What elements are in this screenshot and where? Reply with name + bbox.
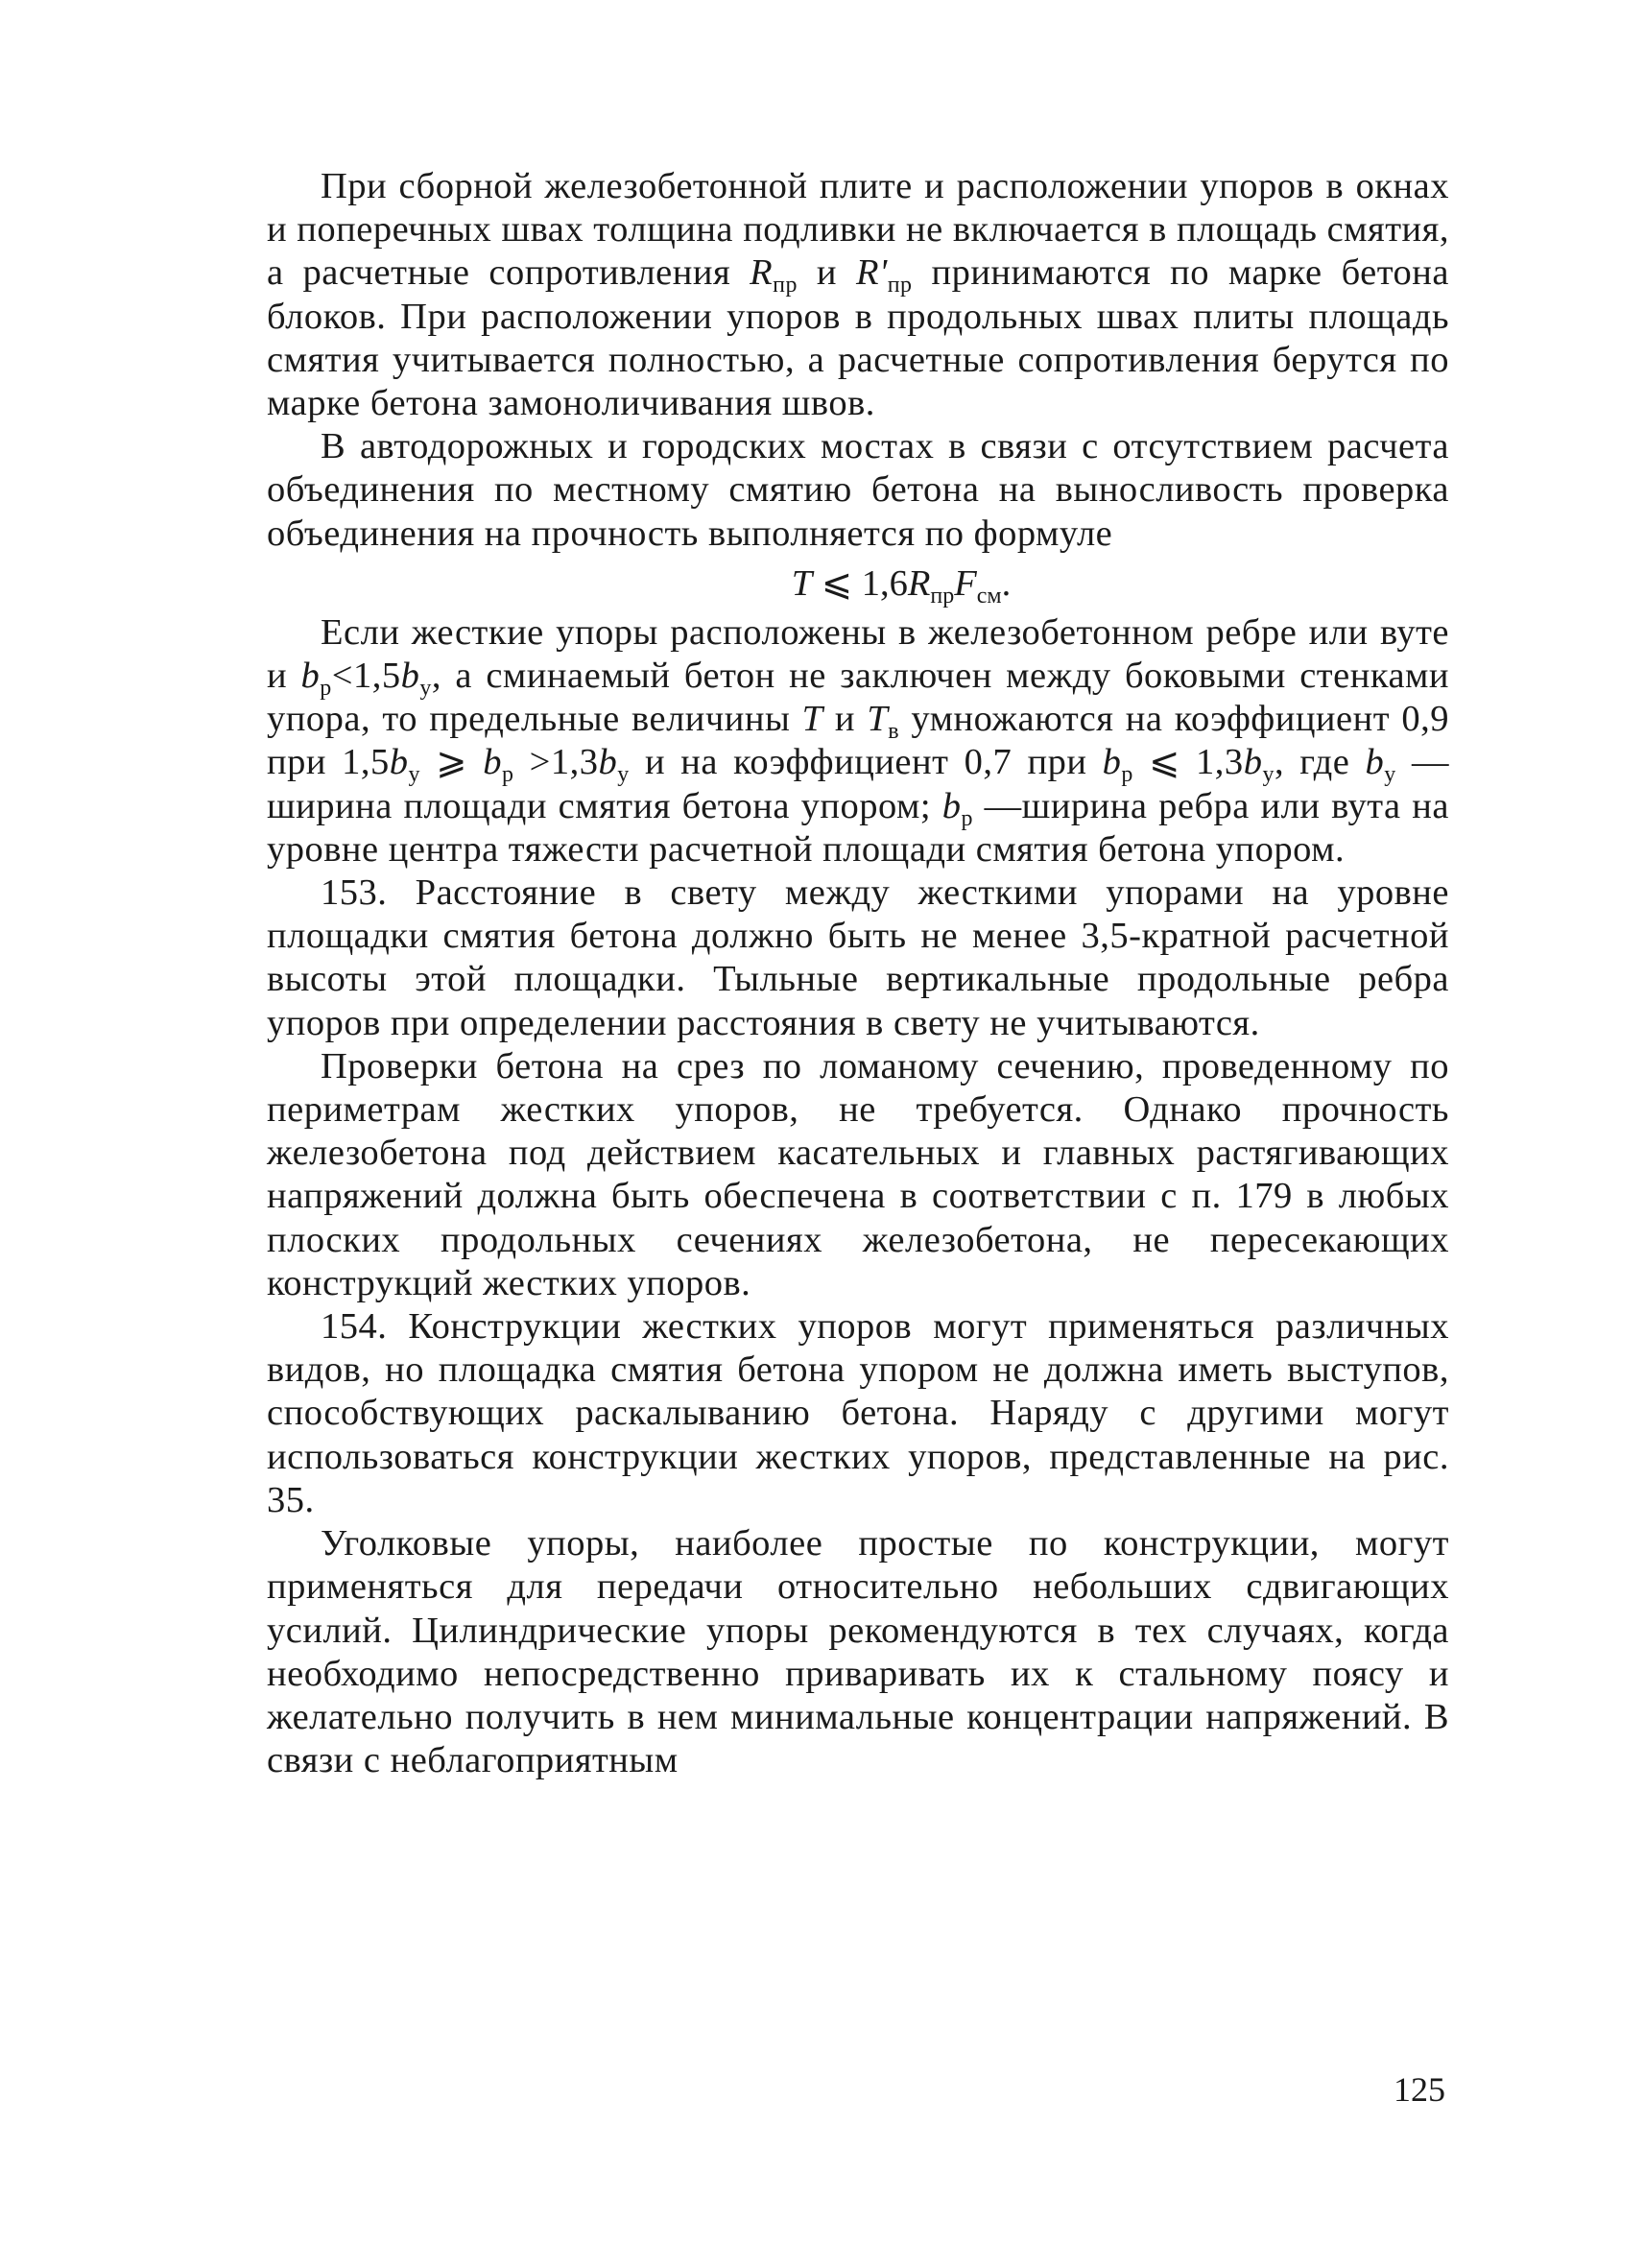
p3-t9: T: [867, 699, 889, 740]
p3-t6: , а сминаемый бетон не заключен между боковыми стенками упора, то предельные величины: [267, 656, 1449, 740]
formula: [267, 556, 1449, 611]
page-text-block: [267, 165, 1449, 1782]
p3-t15: b: [483, 742, 502, 783]
p3-t30: b: [941, 785, 962, 826]
p3-t8: и: [822, 699, 868, 740]
formula-sub-pr: пр: [930, 583, 955, 609]
paragraph-1: [267, 165, 1449, 425]
page-number: 125: [1394, 2070, 1445, 2109]
p3-t2: р: [320, 676, 332, 702]
paragraph-3: [267, 611, 1449, 871]
formula-var-t: T: [791, 562, 813, 604]
p3-t28: у: [1384, 762, 1396, 788]
paragraph-6-item-154: 154. Конструкции жестких упоров могут применяться различных видов, но площадка смятия бетона упором не должна иметь выступов, способствующих раскалыванию бетона. Наряду с другими могут использоваться конструкции жестких упоров, представленные на рис. 35.: [267, 1306, 1449, 1520]
p3-t24: b: [1243, 742, 1263, 783]
p1-var-r-prime: R': [855, 252, 888, 294]
p3-t29: —ширина площади смятия бетона упором;: [267, 742, 1449, 826]
p1-var-r: R: [750, 252, 774, 294]
formula-var-f: F: [954, 562, 977, 604]
p3-t27: b: [1365, 742, 1385, 783]
p3-t19: у: [617, 762, 630, 788]
p1-text-b: принимаются по марке бетона блоков. При расположении упоров в продольных швах плиты площадь смятия учитывается полностью, а расчетные сопротивления берутся по марке бетона замоноличивания швов.: [267, 252, 1449, 424]
p3-t23: ⩽ 1,3: [1132, 742, 1244, 783]
p3-t18: b: [598, 742, 618, 783]
p1-sub-pr-2: пр: [887, 273, 913, 298]
p3-t12: b: [389, 742, 409, 783]
paragraph-7: Уголковые упоры, наиболее простые по конструкции, могут применяться для передачи относительно небольших сдвигающих усилий. Цилиндрические упоры рекомендуются в тех случаях, когда необходимо непосредственно приваривать их к стальному поясу и желательно получить в нем минимальные концентрации напряжений. В связи с неблагоприятным: [267, 1523, 1449, 1781]
p3-t10: в: [888, 719, 900, 745]
p3-t16: р: [501, 762, 514, 788]
formula-var-r: R: [907, 562, 931, 604]
p3-t25: у: [1262, 762, 1275, 788]
p3-t3: <1,5: [331, 656, 401, 697]
formula-period: .: [1001, 562, 1012, 604]
p3-t26: , где: [1274, 742, 1366, 783]
p3-t11: умножаются на коэффициент 0,9 при 1,5: [267, 699, 1449, 783]
p3-t0: Если жесткие упоры расположены в железобетонном ребре или вуте и: [267, 611, 1449, 697]
paragraph-4-item-153: 153. Расстояние в свету между жесткими упорами на уровне площадки смятия бетона должно быть не менее 3,5-кратной расчетной высоты этой площадки. Тыльные вертикальные продольные ребра упоров при определении расстояния в свету не учитываются.: [267, 872, 1449, 1043]
p3-t17: >1,3: [513, 742, 599, 783]
p3-t5: у: [419, 676, 432, 702]
p3-t7: T: [801, 699, 823, 740]
p1-text-and: и: [797, 252, 856, 294]
p3-t32: —ширина ребра или вута на уровне центра тяжести расчетной площади смятия бетона упором.: [267, 785, 1449, 870]
p1-sub-pr: пр: [773, 273, 798, 298]
paragraph-5: Проверки бетона на срез по ломаному сечению, проведенному по периметрам жестких упоров, не требуется. Однако прочность железобетона под действием касательных и главных растягивающих напряжений должна быть обеспечена в соответствии с п. 179 в любых плоских продольных сечениях железобетона, не пересекающих конструкций жестких упоров.: [267, 1045, 1449, 1303]
p3-t1: b: [300, 656, 321, 697]
p3-t31: р: [961, 805, 974, 831]
paragraph-2: В автодорожных и городских мостах в связи с отсутствием расчета объединения по местному смятию бетона на выносливость проверка объединения на прочность выполняется по формуле: [267, 426, 1449, 554]
formula-sub-sm: см: [976, 583, 1002, 609]
p3-t20: и на коэффициент 0,7 при: [629, 742, 1103, 783]
p3-t14: ⩾: [420, 742, 484, 783]
p3-t22: р: [1121, 762, 1133, 788]
p3-t4: b: [400, 656, 420, 697]
p1-text-a: При сборной железобетонной плите и расположении упоров в окнах и поперечных швах толщина подливки не включается в площадь смятия, а расчетные сопротивления: [267, 166, 1449, 294]
p3-t13: у: [408, 762, 421, 788]
p3-t21: b: [1102, 742, 1122, 783]
formula-op: ⩽ 1,6: [812, 562, 908, 604]
